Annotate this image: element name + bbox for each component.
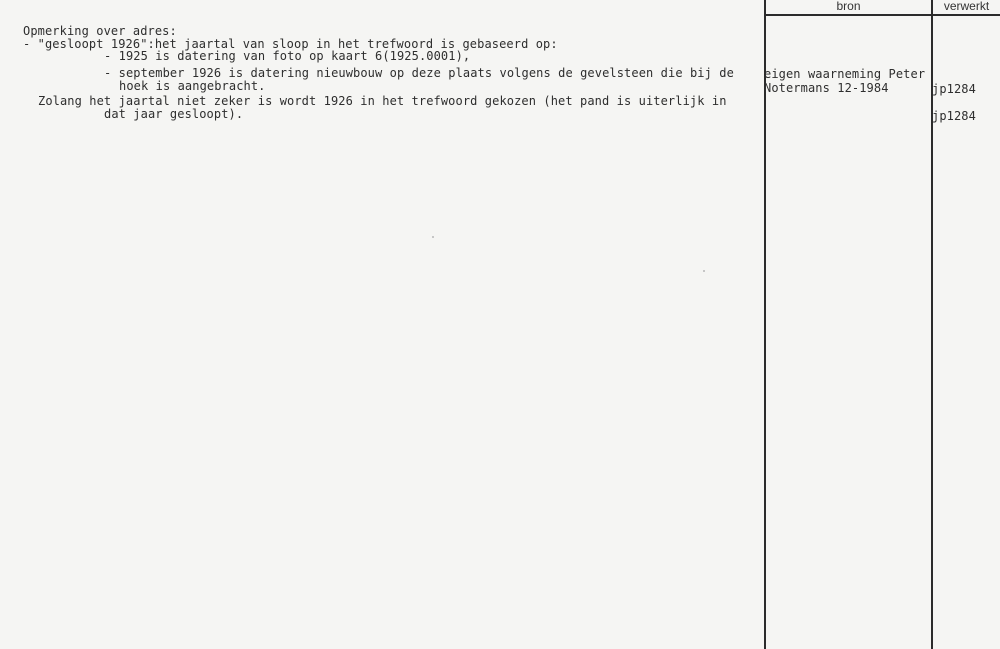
verwerkt-header: verwerkt — [943, 0, 990, 13]
remark-line-2: - 1925 is datering van foto op kaart 6(1925.0001), — [104, 49, 471, 63]
paper-speck — [432, 236, 434, 238]
source-line-2: Notermans 12-1984 — [764, 81, 889, 95]
header-underline-rule — [764, 14, 1000, 16]
processed-entry-1: jp1284 — [932, 82, 976, 96]
remark-line-3: - september 1926 is datering nieuwbouw op deze plaats volgens de gevelsteen die bij de — [104, 66, 734, 80]
remark-line-5: Zolang het jaartal niet zeker is wordt 1926 in het trefwoord gekozen (het pand is uiterlijk in — [38, 94, 727, 108]
processed-entry-2: jp1284 — [932, 109, 976, 123]
remark-line-1: - "gesloopt 1926":het jaartal van sloop in het trefwoord is gebaseerd op: — [23, 37, 558, 51]
remark-title: Opmerking over adres: — [23, 24, 177, 38]
remark-line-4: hoek is aangebracht. — [119, 79, 266, 93]
source-line-1: eigen waarneming Peter — [764, 67, 926, 81]
remark-line-6: dat jaar gesloopt). — [104, 107, 244, 121]
bron-header: bron — [836, 0, 861, 13]
paper-speck — [703, 270, 705, 272]
bron-column-left-rule — [764, 0, 766, 649]
verwerkt-column-left-rule — [931, 0, 933, 649]
